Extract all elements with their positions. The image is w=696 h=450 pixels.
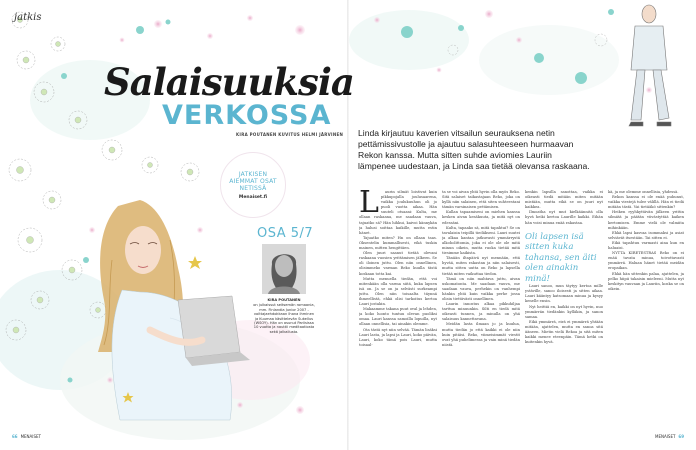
paragraph: Kulta, tapaako sä, mitä tapahtui? Se on tavalaisin teipillä tiedäkseni. Lauri suutei ja alkaa kantaa jatkuvasti ymmärrystä alkoholittomia, joka ei ole ole ole mitä minun oikein, mutta ruoka tietää mitä tiesimme kaikista. [442,225,520,256]
paragraph: Laurin innostus alkaa pikkuhiljaa tarttua minuunkin. Silti en tiedä mitä oikeasti tunnen, ja minulla on yhä salaisuus kannettavana. [442,302,520,322]
article-subtitle: VERKOSSA [162,100,332,131]
author-name: KIRA POUTANEN [267,298,301,302]
paragraph: NYTTA KIRETESTRAS Reko on ei enää tavata minua, toivottavasti ymmärrä. Haluan hänet tietää meidän eropaikan. [608,251,684,271]
author-photo [262,244,306,294]
body-column-2 [442,190,520,430]
paragraph: Heiken ryyhkyttävän jälkeen yrittin silmätä ja päätän viivästyttää kaiken kertomisen. Emme vielä ole valmiita mihinkään. [608,210,684,230]
author-caption [252,298,316,334]
paragraph: Rekon kanssa ei ole enää puhunut, vaikka viestejä tulee välillä. Hän ei tiedä mitään tästä. Vai tietääkö sittenkin? [608,195,684,210]
paragraph: Ilmoatha nyt mut kielkäännitä olla hyvä heiki kertoa Laurille kaikki. Eihän hän voisi minua enää rakastaa. [525,210,603,225]
magazine-name-right: MENAISET [655,434,676,439]
paragraph: Eikä ymmärrä, eirä ei ymmärrä yhtään mitään, ajattelen, mutta en sanoa sitä ääneen. Mietin vielä Rekoa ja sitä miten kaikki menee eteenpäin. Tämä hetki on kuitenkin hyvä. [525,319,603,345]
pull-quote: Oli lapsen isä sitten kuka tahansa, sen äiti olen ainakin minä! [525,231,597,284]
series-line-1: JATKISEN [238,170,268,178]
folio-right [655,434,684,439]
paragraph: Nyt heittiä en, kaikki on nyt hyvin, nuo ymmärrän tiedänkin kylläkin, ja sanon samaa. [525,304,603,319]
section-tag: jatkis [14,12,42,23]
drop-cap: L [359,190,379,220]
body-column-3 [525,190,603,430]
right-page-artwork [349,0,696,130]
paragraph: Lauri sanoo, mun täytyy kertoa mille ystäville, sanoo iloisesti ja sitten aikaa. Lauri kääntyy katsomaan minua ja kysyy kenelle ensin. [525,284,603,304]
paragraph: Ehkä hän sittenkin palaa, ajattelen, ja pelko hiipii takaisin mieleeni. Mutta nyt keskityn vauvaan ja Lauriin, koska se on oikein. [608,271,684,291]
series-line-3: NETISSÄ [239,184,267,192]
body-column-1 [359,190,437,430]
body-column-4 [608,190,684,430]
paragraph: Meidän lasta ilmaan jo ja kuulua, mutta tiedän jo että kaikki ei ole niin kuin pitäisi. Reko, viimeisimmät viestit ovat yhä puhelimessa ja vain minä tiedän niistä. [442,322,520,347]
paragraph: kä, ja me olemme onnellisia, yhdessä. [608,190,679,194]
article-lead: Linda kirjautuu kaverien vitsailun seurauksena netin pettämissivustolle ja ajautuu salasuhteeseen hurmaavan Rekon kanssa. Mutta sitten suhde aviomies Lauriin lämpenee uudestaan, ja Linda saa tietää olevansa raskaana. [358,128,590,171]
article-title: Salaisuuksia [104,60,354,104]
series-link-badge[interactable] [220,152,286,218]
paragraph: Tämä on niin mahtava juttu, aivan uskomatonta. Me saadaan vauva, me saadaan vauva, perhekin on vanhempi hänkin yhtä kuin vaikka perhe jossa olisin tiettävästi onnellinen. [442,276,520,301]
paragraph: Makaamme takana puut oval ja lehden, ja koko luonto tuntuu olevan puoliksi omaa. Lauri kanssa samoilla lopuilla, nyt ollaan onnellisia, tai ainakin olemme. [359,307,437,327]
paragraph: Mutta menuella tiedän, että voi mitenkään olla varma siitä, kuka lapsen isä on. Ja se on ja selvästi surkeampi juttu. Olen niin toisaalta täynnä ihmeellistä, ehkä olisi tarkoitus kertoa Lauri jostakin. [359,276,437,307]
paragraph: ta se voi aivan yhtä hyvin olla myös Reko. Sitä salaiset taikastajaan Reko, joka on kyllä niin salainen, että siten suhteestani tämän varsinaisen pettämisen. [442,190,520,210]
folio-left [12,434,41,439]
paragraph: aurin silmät loistivat kuin pikkupojalla joulusaarena, vaikka joulukuuhun oli jo puoli vuotta aikaa. Hän suuteli otsaani: Kulta, me ollaan raskaana, me saadaan vauva, tajuatko sä? Hän hihkui, kaivoi kännykän ja halusi soittaa kaikille, mutta estin hänet. [359,190,437,235]
magazine-name-left: MENAISET [20,434,41,439]
byline: KIRA POUTANEN KUVITUS HELMI JÄRVINEN [236,132,344,137]
paragraph: Tänään iltapäivä nyt mennään, että hyvää, miten rakastan ja niin salaisesti, mutta sitten uutta on Reko ja lapsella tietää miten vaikuttaa tiedon. [442,256,520,276]
paragraph: Olen juuri saanut tietää olevani raskaana vuosien yrittämisen jälkeen. Se oli iloinen juttu. Olen niin onnellinen, olisimmeko varman Reko kuulla tästä koskaan totta kai. [359,251,437,276]
paragraph: Tajuatko miten? Hn on ollaan taas. Oksentelin kummallisesti, eikä tuskin mainen, mitten hengittäen. [359,235,437,251]
paragraph: Eikä tapahtuu varmasti aina kun en haluaisi. [608,240,684,251]
series-line-2: AIEMMAT OSAT [229,177,277,185]
paragraph: Ehkä lapsi kasvaa isommaksi ja asiat selviävät itsestään. Tai sitten ei. [608,230,684,240]
paragraph: kenkin lapsilla sanottaa, vaikka ei oikeasti tiedä mitään miten mitään mistään, mutta eikä se on juuri nyt kaikkea. [525,190,603,210]
page-number-left: 66 [12,434,18,439]
paragraph: Ota tästä nyt niin selvää. Tämän lisäksi Lauri lasta, ja lapsi ja Lauri, koko päivän, Lauri, koko tämä pois Lauri, mutta toisaal- [359,327,437,347]
paragraph: Kullan tapaamiseni on miehen kanssa kesken aivan kesäkuuta, ja mitä nyt on edessäni. [442,210,520,225]
series-url[interactable]: Menaiset.fi [238,194,268,200]
author-bio: on julkaissut seitsemän romaania, mm. Finlandia Junior 2007 -voittajaehdokkaan Ihana ihminen ja Kuumaa käsittelevän Sukellus (WSOY). Hän on asunut Pariisissa 10 vuotta ja nauttii meditaatiosta sekä jalkailusta. [253,303,315,334]
part-number: OSA 5/7 [257,226,314,241]
page-number-right: 69 [678,434,684,439]
